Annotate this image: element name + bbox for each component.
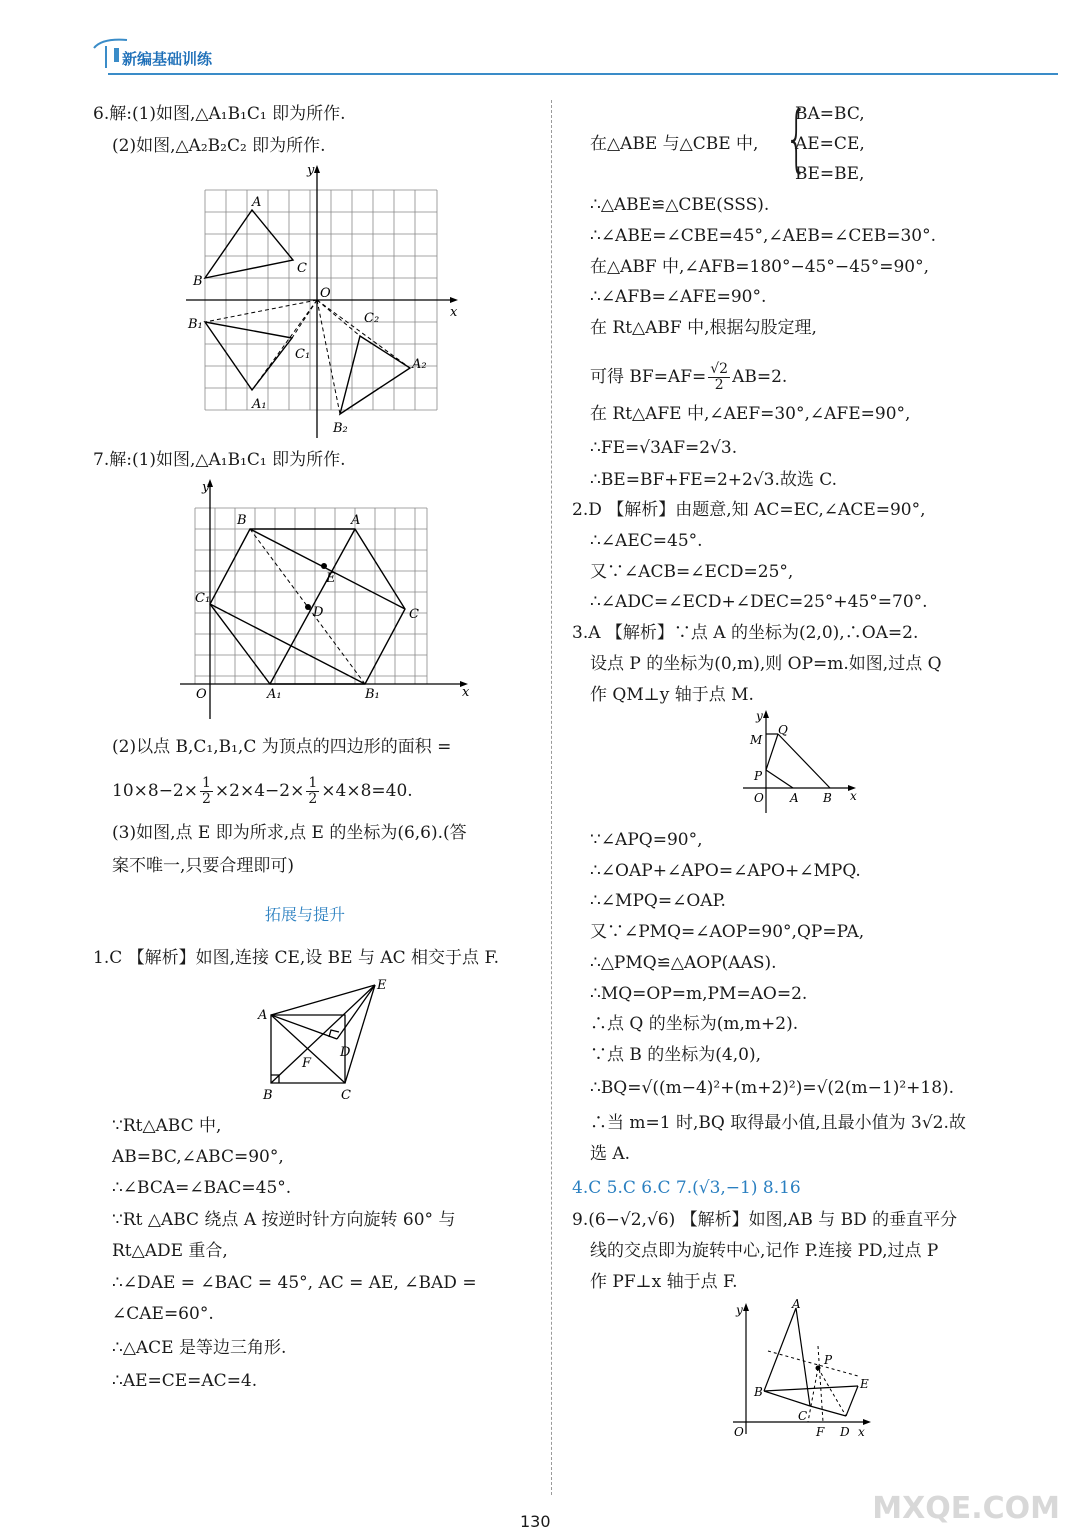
q7-part2-start: 10×8−2× (112, 781, 198, 801)
q6-part2: (2)如图,△A₂B₂C₂ 即为所作. (112, 136, 326, 156)
fig3-label-o: O (754, 791, 764, 805)
fig3-label-x: x (850, 789, 857, 803)
fig6-label-b2: B₂ (333, 421, 348, 436)
e1-line2: AB=BC,∠ABC=90°, (112, 1147, 284, 1167)
fig9-label-y: y (736, 1303, 743, 1317)
fig7-label-b1: B₁ (365, 687, 380, 702)
r-line9: ∴BE=BF+FE=2+2√3.故选 C. (590, 470, 838, 490)
e1-line9: ∴AE=CE=AC=4. (112, 1371, 258, 1391)
fig6-label-c1: C₁ (295, 347, 311, 362)
r-line6 (590, 362, 787, 393)
q7-part2-mid: ×2×4−2× (214, 781, 305, 801)
fig9-label-e: E (860, 1377, 869, 1391)
e1-line8: ∴△ACE 是等边三角形. (112, 1338, 287, 1358)
fig7-label-b: B (237, 513, 247, 528)
q7-fraction-1 (200, 776, 213, 807)
e1-label-d: D (340, 1045, 351, 1060)
fig9-label-a: A (792, 1297, 801, 1311)
sys-brace: { (785, 96, 808, 180)
fig6-label-a2: A₂ (412, 357, 427, 372)
fig7-label-a1: A₁ (267, 687, 282, 702)
r-line2: ∴∠ABE=∠CBE=45°,∠AEB=∠CEB=30°. (590, 226, 937, 246)
fig6-label-x: x (450, 305, 458, 320)
watermark: MXQE.COM (872, 1491, 1060, 1526)
q2-line4: ∴∠ADC=∠ECD+∠DEC=25°+45°=70°. (590, 592, 928, 612)
q3-line10: ∴点 Q 的坐标为(m,m+2). (590, 1014, 799, 1034)
e1-label-a: A (258, 1008, 268, 1023)
q6-part1: 6.解:(1)如图,△A₁B₁C₁ 即为所作. (93, 104, 346, 124)
e1-label-f: F (302, 1056, 312, 1071)
fig6-label-o: O (320, 286, 331, 301)
e1-line3: ∴∠BCA=∠BAC=45°. (112, 1178, 292, 1198)
fig9-label-c: C (798, 1409, 808, 1423)
q7-part2-line2 (112, 776, 413, 807)
fig6-label-c: C (297, 261, 307, 276)
q3-line12: ∴BQ=√((m−4)²+(m+2)²)=√(2(m−1)²+18). (590, 1078, 955, 1098)
q3-line8: ∴△PMQ≌△AOP(AAS). (590, 953, 777, 973)
q3-line6: ∴∠MPQ=∠OAP. (590, 891, 726, 911)
fig3-label-b: B (823, 791, 832, 805)
sys-eq1: BA=BC, (795, 104, 865, 124)
fig3-label-m: M (750, 733, 763, 747)
fraction-numerator: 1 (308, 775, 318, 791)
r-line7: 在 Rt△AFE 中,∠AEF=30°,∠AFE=90°, (590, 404, 911, 424)
r-line1: ∴△ABE≌△CBE(SSS). (590, 195, 770, 215)
q3-line1: 3.A 【解析】∵点 A 的坐标为(2,0),∴OA=2. (572, 623, 919, 643)
e1-line7: ∠CAE=60°. (112, 1304, 214, 1324)
q7-part1: 7.解:(1)如图,△A₁B₁C₁ 即为所作. (93, 450, 346, 470)
column-divider (551, 100, 552, 1495)
r-line3: 在△ABF 中,∠AFB=180°−45°−45°=90°, (590, 257, 929, 277)
e1-line4: ∵Rt △ABC 绕点 A 按逆时针方向旋转 60° 与 (112, 1210, 456, 1230)
fig3-label-a: A (790, 791, 799, 805)
fig7-label-e: E (326, 571, 336, 586)
q3-line9: ∴MQ=OP=m,PM=AO=2. (590, 984, 808, 1004)
q9-line1: 9.(6−√2,√6) 【解析】如图,AB 与 BD 的垂直平分 (572, 1210, 958, 1230)
fig6-label-a: A (252, 195, 262, 210)
r-line4: ∴∠AFB=∠AFE=90°. (590, 287, 767, 307)
fig7-label-o: O (196, 687, 207, 702)
fraction-numerator: √2 (710, 361, 729, 377)
q4-to-8-answers: 4.C 5.C 6.C 7.(√3,−1) 8.16 (572, 1178, 801, 1198)
fig6-label-b: B (193, 274, 203, 289)
q7-part3-line1: (3)如图,点 E 即为所求,点 E 的坐标为(6,6).(答 (112, 823, 467, 843)
sys-eq3: BE=BE, (795, 164, 865, 184)
fraction-denominator: 2 (202, 791, 211, 807)
fig6-label-a1: A₁ (252, 397, 267, 412)
section-title: 拓展与提升 (265, 905, 346, 924)
q7-part2-end: ×4×8=40. (321, 781, 413, 801)
r-line6-end: AB=2. (732, 367, 788, 387)
q7-part3-line2: 案不唯一,只要合理即可) (112, 856, 295, 876)
e1-figure (255, 975, 395, 1110)
header-title: 新编基础训练 (122, 50, 213, 68)
fig6-label-b1: B₁ (188, 317, 203, 332)
e1-label-c: C (341, 1088, 351, 1103)
fig9-label-o: O (734, 1425, 744, 1439)
fig3-label-q: Q (778, 723, 788, 737)
fraction-numerator: 1 (202, 775, 211, 791)
q7-figure (175, 474, 475, 724)
q3-figure (738, 708, 868, 818)
q3-line7: 又∵∠PMQ=∠AOP=90°,QP=PA, (590, 922, 865, 942)
sys-eq2: AE=CE, (795, 134, 865, 154)
e1-line1: ∵Rt△ABC 中, (112, 1116, 222, 1136)
page-number: 130 (520, 1512, 551, 1531)
fig3-label-p: P (754, 769, 763, 783)
e1-line6: ∴∠DAE = ∠BAC = 45°, AC = AE, ∠BAD = (112, 1273, 477, 1293)
q3-line11: ∵点 B 的坐标为(4,0), (590, 1045, 762, 1065)
fig7-label-y: y (202, 480, 210, 495)
fig3-label-y: y (756, 709, 763, 723)
fig7-label-x: x (462, 685, 470, 700)
q6-figure (180, 160, 465, 445)
q2-line3: 又∵∠ACB=∠ECD=25°, (590, 562, 794, 582)
r-line6-fraction (708, 362, 730, 393)
q7-fraction-2 (306, 776, 319, 807)
fig6-label-c2: C₂ (364, 311, 380, 326)
q9-line2: 线的交点即为旋转中心,记作 P.连接 PD,过点 P (590, 1241, 939, 1261)
fig7-label-c1: C₁ (195, 591, 211, 606)
e1-line5: Rt△ADE 重合, (112, 1241, 228, 1261)
r-line8: ∴FE=√3AF=2√3. (590, 438, 738, 458)
fig9-label-p: P (824, 1353, 833, 1367)
q7-part2-line1: (2)以点 B,C₁,B₁,C 为顶点的四边形的面积 = (112, 737, 452, 757)
q9-line3: 作 PF⊥x 轴于点 F. (590, 1272, 738, 1292)
fig9-label-d: D (840, 1425, 850, 1439)
fig9-label-f: F (816, 1425, 825, 1439)
fraction-denominator: 2 (714, 377, 724, 393)
q2-line2: ∴∠AEC=45°. (590, 531, 703, 551)
fig7-label-a: A (351, 513, 361, 528)
fig6-label-y: y (307, 163, 315, 178)
q3-line2: 设点 P 的坐标为(0,m),则 OP=m.如图,过点 Q (590, 654, 942, 674)
header-rule (108, 73, 1058, 75)
r-line5: 在 Rt△ABF 中,根据勾股定理, (590, 318, 817, 338)
q3-line14: 选 A. (590, 1144, 631, 1164)
e1-label-e: E (377, 978, 387, 993)
q2-line1: 2.D 【解析】由题意,知 AC=EC,∠ACE=90°, (572, 500, 926, 520)
fraction-denominator: 2 (308, 791, 318, 807)
fig7-label-c: C (409, 607, 419, 622)
q3-line13: ∴当 m=1 时,BQ 取得最小值,且最小值为 3√2.故 (590, 1113, 966, 1133)
e1-head: 1.C 【解析】如图,连接 CE,设 BE 与 AC 相交于点 F. (93, 948, 500, 968)
q3-line5: ∴∠OAP+∠APO=∠APO+∠MPQ. (590, 861, 861, 881)
fig9-label-b: B (754, 1385, 763, 1399)
e1-label-b: B (263, 1088, 273, 1103)
q9-figure (728, 1296, 878, 1441)
q3-line3: 作 QM⊥y 轴于点 M. (590, 685, 754, 705)
q3-line4: ∵∠APQ=90°, (590, 830, 703, 850)
sys-prefix: 在△ABE 与△CBE 中, (590, 134, 759, 154)
r-line6-start: 可得 BF=AF= (590, 367, 707, 387)
fig9-label-x: x (858, 1425, 865, 1439)
fig7-label-d: D (313, 605, 324, 620)
